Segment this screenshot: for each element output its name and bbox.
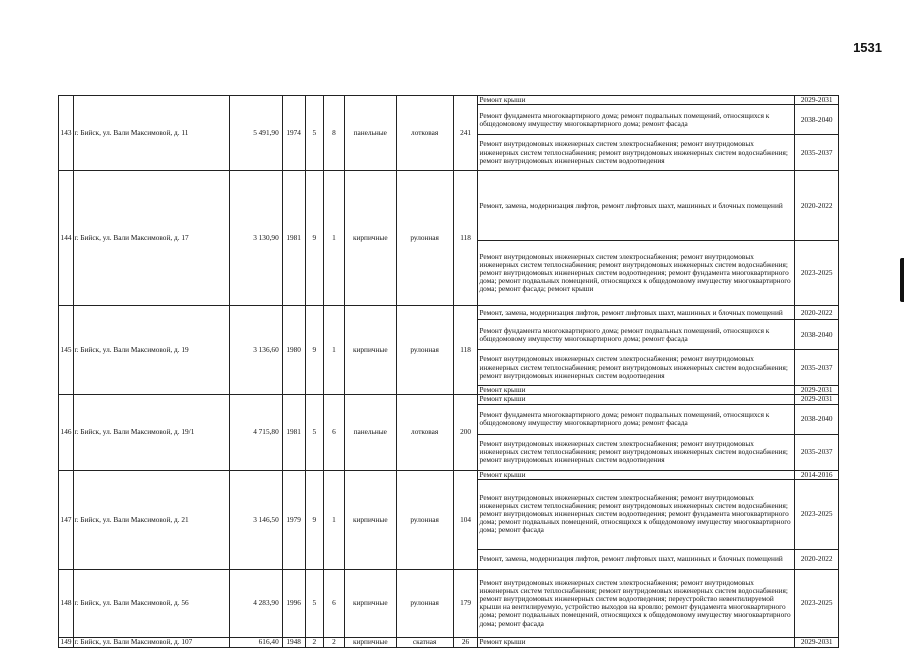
wall-material-cell: кирпичные [344, 470, 396, 569]
roof-type-cell: рулонная [396, 470, 453, 569]
work-description-cell: Ремонт внутридомовых инженерных систем электроснабжения; ремонт внутридомовых инженерных систем теплоснабжения; ремонт внутридомовых инженерных систем водоснабжения; ремонт внутридомовых инженерных систем водоотведения [478, 135, 795, 171]
address-cell: г. Бийск, ул. Вали Максимовой, д. 11 [73, 96, 229, 171]
wall-material-cell: панельные [344, 96, 396, 171]
floors-cell: 2 [305, 637, 324, 647]
work-period-cell: 2020-2022 [795, 306, 839, 320]
roof-type-cell: рулонная [396, 569, 453, 637]
apartments-cell: 118 [453, 306, 478, 395]
address-cell: г. Бийск, ул. Вали Максимовой, д. 56 [73, 569, 229, 637]
work-period-cell: 2014-2016 [795, 470, 839, 479]
address-cell: г. Бийск, ул. Вали Максимовой, д. 107 [73, 637, 229, 647]
area-cell: 4 283,90 [229, 569, 282, 637]
floors-cell: 5 [305, 96, 324, 171]
area-cell: 3 130,90 [229, 171, 282, 306]
area-cell: 4 715,80 [229, 395, 282, 470]
house-number-cell: 148 [59, 569, 74, 637]
year-cell: 1981 [282, 171, 305, 306]
apartments-cell: 200 [453, 395, 478, 470]
roof-type-cell: лотковая [396, 96, 453, 171]
floors-cell: 9 [305, 171, 324, 306]
entrances-cell: 6 [324, 569, 345, 637]
house-number-cell: 143 [59, 96, 74, 171]
area-cell: 3 136,60 [229, 306, 282, 395]
table-row [59, 395, 839, 404]
entrances-cell: 6 [324, 395, 345, 470]
work-period-cell: 2035-2037 [795, 135, 839, 171]
work-description-cell: Ремонт крыши [478, 470, 795, 479]
apartments-cell: 26 [453, 637, 478, 647]
work-period-cell: 2029-2031 [795, 96, 839, 105]
work-period-cell: 2023-2025 [795, 569, 839, 637]
work-description-cell: Ремонт крыши [478, 395, 795, 404]
entrances-cell: 8 [324, 96, 345, 171]
year-cell: 1948 [282, 637, 305, 647]
entrances-cell: 1 [324, 171, 345, 306]
work-description-cell: Ремонт, замена, модернизация лифтов, ремонт лифтовых шахт, машинных и блочных помещений [478, 171, 795, 241]
table-row [59, 96, 839, 105]
work-description-cell: Ремонт внутридомовых инженерных систем электроснабжения; ремонт внутридомовых инженерных систем теплоснабжения; ремонт внутридомовых инженерных систем водоснабжения; ремонт внутридомовых инженерных систем водоотведения; ремонт фундамента многоквартирного дома; ремонт подвальных помещений, относящихся к общедомовому имуществу многоквартирного дома; ремонт фасада [478, 479, 795, 549]
wall-material-cell: кирпичные [344, 171, 396, 306]
address-cell: г. Бийск, ул. Вали Максимовой, д. 19 [73, 306, 229, 395]
work-period-cell: 2035-2037 [795, 434, 839, 470]
work-description-cell: Ремонт крыши [478, 386, 795, 395]
roof-type-cell: рулонная [396, 306, 453, 395]
house-number-cell: 149 [59, 637, 74, 647]
year-cell: 1980 [282, 306, 305, 395]
work-period-cell: 2023-2025 [795, 479, 839, 549]
year-cell: 1996 [282, 569, 305, 637]
work-description-cell: Ремонт крыши [478, 637, 795, 647]
work-description-cell: Ремонт фундамента многоквартирного дома; ремонт подвальных помещений, относящихся к общедомовому имуществу многоквартирного дома; ремонт фасада [478, 404, 795, 434]
area-cell: 5 491,90 [229, 96, 282, 171]
table-row [59, 470, 839, 479]
house-number-cell: 144 [59, 171, 74, 306]
year-cell: 1981 [282, 395, 305, 470]
work-period-cell: 2029-2031 [795, 386, 839, 395]
work-description-cell: Ремонт фундамента многоквартирного дома; ремонт подвальных помещений, относящихся к общедомовому имуществу многоквартирного дома; ремонт фасада [478, 320, 795, 350]
roof-type-cell: лотковая [396, 395, 453, 470]
apartments-cell: 118 [453, 171, 478, 306]
floors-cell: 9 [305, 470, 324, 569]
area-cell: 3 146,50 [229, 470, 282, 569]
work-description-cell: Ремонт внутридомовых инженерных систем электроснабжения; ремонт внутридомовых инженерных систем теплоснабжения; ремонт внутридомовых инженерных систем водоснабжения; ремонт внутридомовых инженерных систем водоотведения [478, 434, 795, 470]
year-cell: 1979 [282, 470, 305, 569]
house-number-cell: 147 [59, 470, 74, 569]
wall-material-cell: панельные [344, 395, 396, 470]
binder-edge-mark [900, 258, 904, 302]
work-description-cell: Ремонт внутридомовых инженерных систем электроснабжения; ремонт внутридомовых инженерных систем теплоснабжения; ремонт внутридомовых инженерных систем водоснабжения; ремонт внутридомовых инженерных систем водоотведения; ремонт фундамента многоквартирного дома; ремонт подвальных помещений, относящихся к общедомовому имуществу многоквартирного дома; ремонт фасада; ремонт крыши [478, 241, 795, 306]
address-cell: г. Бийск, ул. Вали Максимовой, д. 19/1 [73, 395, 229, 470]
work-period-cell: 2023-2025 [795, 241, 839, 306]
work-description-cell: Ремонт крыши [478, 96, 795, 105]
work-period-cell: 2020-2022 [795, 549, 839, 569]
work-description-cell: Ремонт фундамента многоквартирного дома; ремонт подвальных помещений, относящихся к общедомовому имуществу многоквартирного дома; ремонт фасада [478, 105, 795, 135]
entrances-cell: 1 [324, 306, 345, 395]
year-cell: 1974 [282, 96, 305, 171]
wall-material-cell: кирпичные [344, 637, 396, 647]
apartments-cell: 179 [453, 569, 478, 637]
house-number-cell: 146 [59, 395, 74, 470]
work-period-cell: 2038-2040 [795, 105, 839, 135]
work-period-cell: 2038-2040 [795, 404, 839, 434]
wall-material-cell: кирпичные [344, 569, 396, 637]
house-number-cell: 145 [59, 306, 74, 395]
apartments-cell: 104 [453, 470, 478, 569]
work-period-cell: 2035-2037 [795, 350, 839, 386]
roof-type-cell: рулонная [396, 171, 453, 306]
work-period-cell: 2020-2022 [795, 171, 839, 241]
capital-repair-table [58, 95, 839, 648]
table-row [59, 171, 839, 241]
work-description-cell: Ремонт внутридомовых инженерных систем электроснабжения; ремонт внутридомовых инженерных систем теплоснабжения; ремонт внутридомовых инженерных систем водоснабжения; ремонт внутридомовых инженерных систем водоотведения [478, 350, 795, 386]
work-period-cell: 2029-2031 [795, 395, 839, 404]
area-cell: 616,40 [229, 637, 282, 647]
apartments-cell: 241 [453, 96, 478, 171]
entrances-cell: 1 [324, 470, 345, 569]
wall-material-cell: кирпичные [344, 306, 396, 395]
work-period-cell: 2038-2040 [795, 320, 839, 350]
work-period-cell: 2029-2031 [795, 637, 839, 647]
floors-cell: 5 [305, 395, 324, 470]
floors-cell: 9 [305, 306, 324, 395]
roof-type-cell: скатная [396, 637, 453, 647]
address-cell: г. Бийск, ул. Вали Максимовой, д. 17 [73, 171, 229, 306]
floors-cell: 5 [305, 569, 324, 637]
work-description-cell: Ремонт, замена, модернизация лифтов, ремонт лифтовых шахт, машинных и блочных помещений [478, 306, 795, 320]
table-row [59, 306, 839, 320]
page-number: 1531 [853, 40, 882, 55]
table-row [59, 569, 839, 637]
work-description-cell: Ремонт, замена, модернизация лифтов, ремонт лифтовых шахт, машинных и блочных помещений [478, 549, 795, 569]
entrances-cell: 2 [324, 637, 345, 647]
work-description-cell: Ремонт внутридомовых инженерных систем электроснабжения; ремонт внутридомовых инженерных систем теплоснабжения; ремонт внутридомовых инженерных систем водоснабжения; ремонт внутридомовых инженерных систем водоотведения; переустройство невентилируемой крыши на вентилируемую, устройство выходов на кровлю; ремонт фундамента многоквартирного дома; ремонт подвальных помещений, относящихся к общедомовому имуществу многоквартирного дома; ремонт фасада [478, 569, 795, 637]
address-cell: г. Бийск, ул. Вали Максимовой, д. 21 [73, 470, 229, 569]
